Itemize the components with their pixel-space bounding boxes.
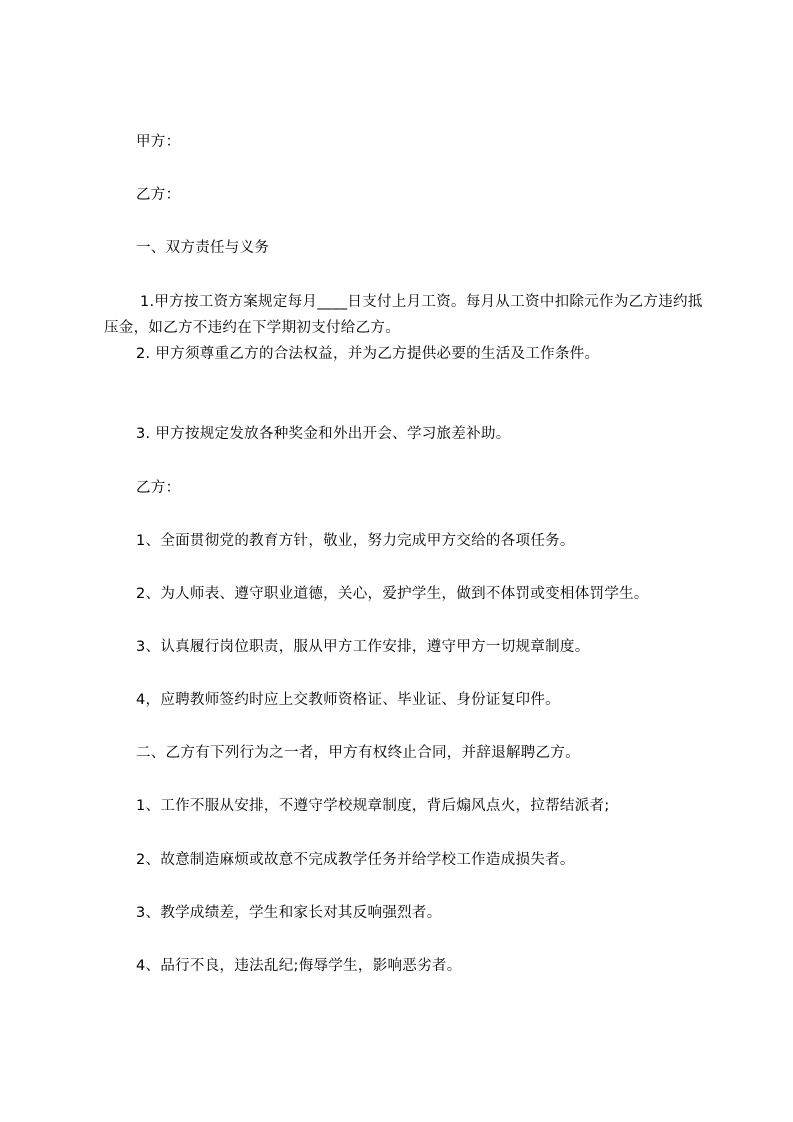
termination-item-3: 3、教学成绩差，学生和家长对其反响强烈者。 xyxy=(136,905,442,921)
party-b-duty-3: 3、认真履行岗位职责，服从甲方工作安排，遵守甲方一切规章制度。 xyxy=(136,639,590,655)
party-a-label: 甲方： xyxy=(136,134,181,150)
party-b-duty-1: 1、全面贯彻党的教育方针，敬业，努力完成甲方交给的各项任务。 xyxy=(136,533,575,549)
party-a-duty-1: 1.甲方按工资方案规定每月____日支付上月工资。每月从工资中扣除元作为乙方违约抵压金，如乙方不违约在下学期初支付给乙方。 xyxy=(104,294,703,336)
party-a-duty-3: 3. 甲方按规定发放各种奖金和外出开会、学习旅差补助。 xyxy=(136,426,511,442)
party-b-label-2: 乙方： xyxy=(136,480,181,496)
termination-item-2: 2、故意制造麻烦或故意不完成教学任务并给学校工作造成损失者。 xyxy=(136,852,575,868)
termination-item-4: 4、品行不良，违法乱纪;侮辱学生，影响恶劣者。 xyxy=(136,958,462,974)
termination-item-1: 1、工作不服从安排，不遵守学校规章制度，背后煽风点火，拉帮结派者; xyxy=(136,798,610,814)
party-b-duty-4: 4，应聘教师签约时应上交教师资格证、毕业证、身份证复印件。 xyxy=(136,692,560,708)
section-2-title: 二、乙方有下列行为之一者，甲方有权终止合同，并辞退解聘乙方。 xyxy=(136,745,580,761)
party-b-label: 乙方： xyxy=(136,187,181,203)
section-1-title: 一、双方责任与义务 xyxy=(136,240,270,256)
party-b-duty-2: 2、为人师表、遵守职业道德，关心，爱护学生，做到不体罚或变相体罚学生。 xyxy=(136,586,649,602)
party-a-duty-2: 2. 甲方须尊重乙方的合法权益，并为乙方提供必要的生活及工作条件。 xyxy=(136,346,600,362)
